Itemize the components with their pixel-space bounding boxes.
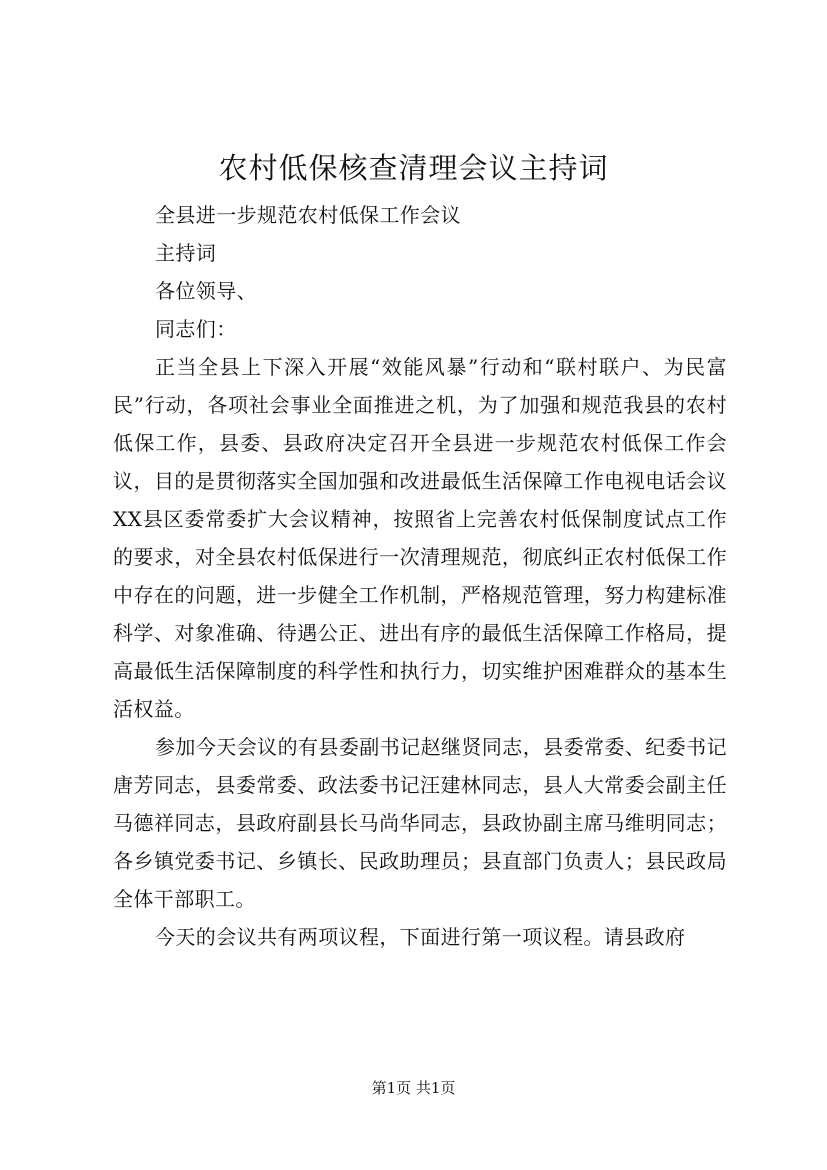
paragraph-subtitle: 主持词 xyxy=(155,241,217,265)
page-footer: 第1页 共1页 xyxy=(371,1079,456,1097)
document-body xyxy=(113,196,727,956)
paragraph-meeting-name: 全县进一步规范农村低保工作会议 xyxy=(155,203,461,227)
paragraph-body-attendees: 参加今天会议的有县委副书记赵继贤同志，县委常委、纪委书记唐芳同志，县委常委、政法委书记汪建林同志，县人大常委会副主任马德祥同志，县政府副县长马尚华同志，县政协副主席马维明同志；各乡镇党委书记、乡镇长、民政助理员；县直部门负责人；县民政局全体干部职工。 xyxy=(113,735,727,911)
paragraph-greeting-leaders: 各位领导、 xyxy=(155,279,257,303)
paragraph-body-agenda: 今天的会议共有两项议程，下面进行第一项议程。请县政府 xyxy=(155,925,686,949)
paragraph-body-purpose: 正当全县上下深入开展“效能风暴”行动和“联村联户、为民富民”行动，各项社会事业全面推进之机，为了加强和规范我县的农村低保工作，县委、县政府决定召开全县进一步规范农村低保工作会议，目的是贯彻落实全国加强和改进最低生活保障工作电视电话会议XX县区委常委扩大会议精神，按照省上完善农村低保制度试点工作的要求，对全县农村低保进行一次清理规范，彻底纠正农村低保工作中存在的问题，进一步健全工作机制，严格规范管理，努力构建标准科学、对象准确、待遇公正、进出有序的最低生活保障工作格局，提高最低生活保障制度的科学性和执行力，切实维护困难群众的基本生活权益。 xyxy=(113,355,727,721)
paragraph-greeting-comrades: 同志们： xyxy=(155,317,237,341)
document-title: 农村低保核查清理会议主持词 xyxy=(218,151,609,185)
